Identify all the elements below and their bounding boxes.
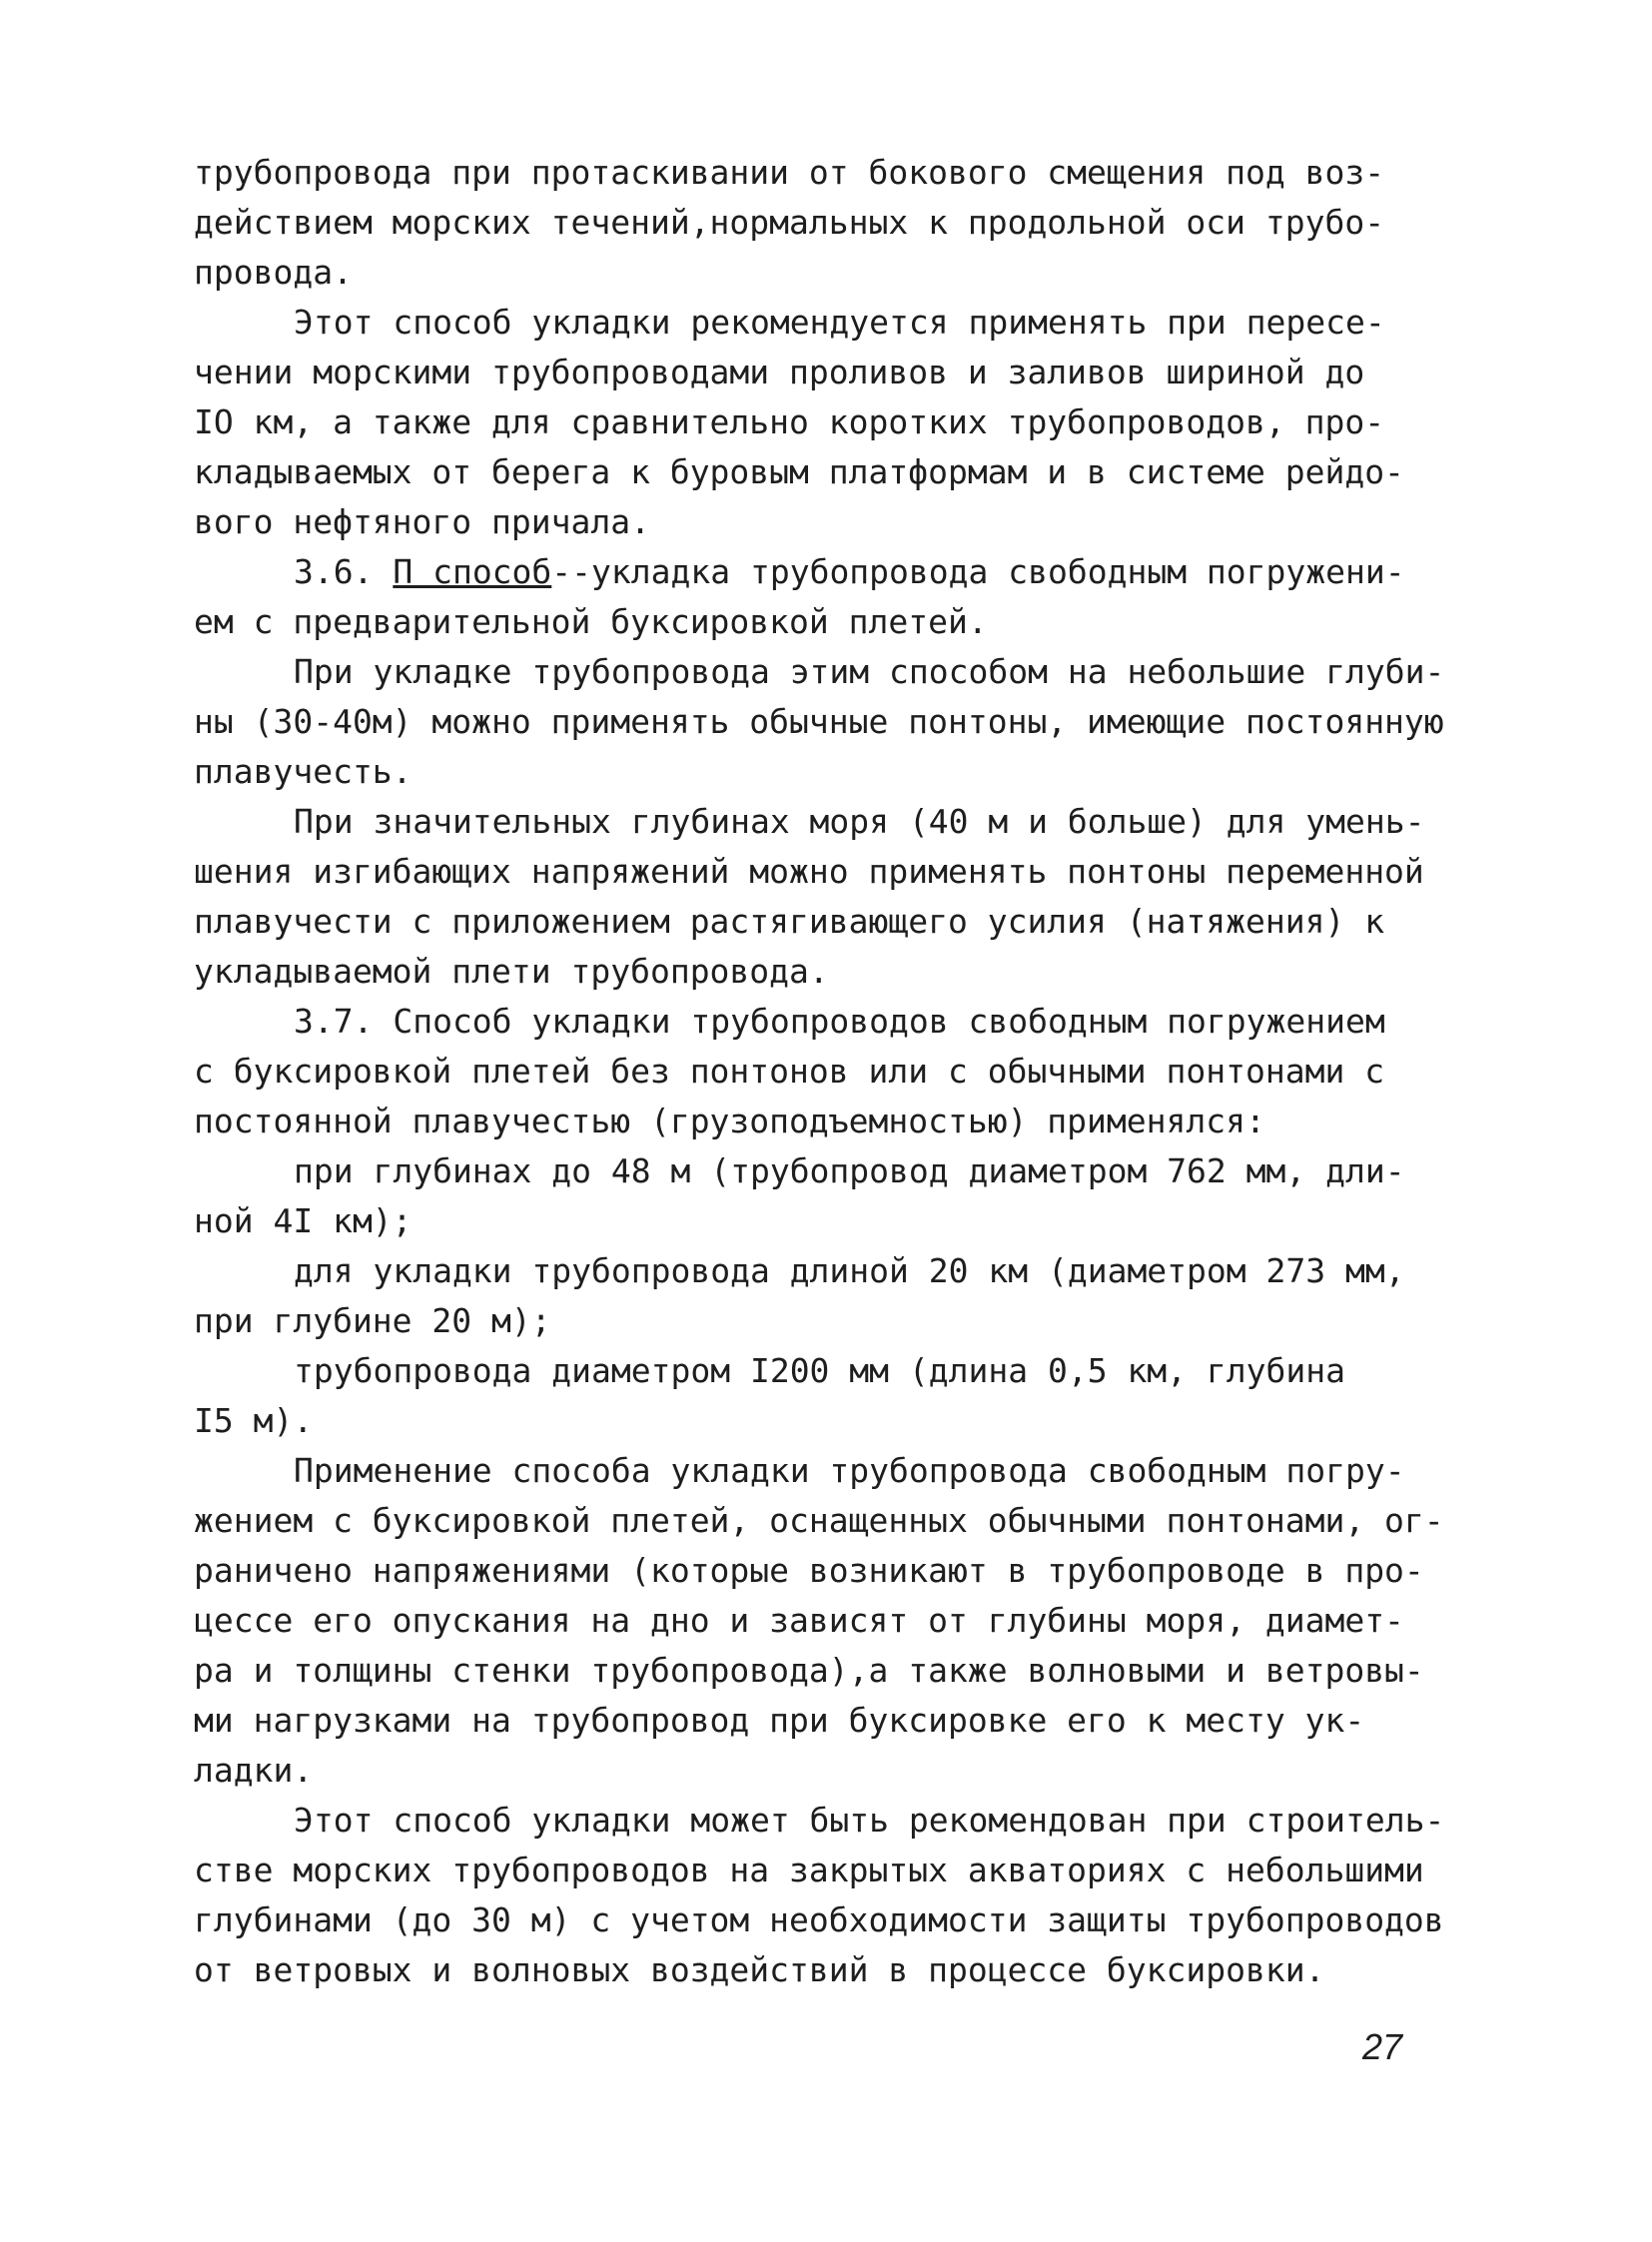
text-line: ладки. (194, 1751, 314, 1790)
text-line: шения изгибающих напряжений можно применять понтоны переменной (194, 852, 1424, 891)
text-line: кладываемых от берега к буровым платформам и в системе рейдо- (194, 452, 1404, 491)
text-line: от ветровых и волновых воздействий в процессе буксировки. (194, 1950, 1325, 1989)
section-3-6-line (194, 547, 1452, 597)
text-line: провода. (194, 253, 353, 292)
text-line: чении морскими трубопроводами проливов и заливов шириной до (194, 353, 1365, 391)
text-line: При значительных глубинах моря (40 м и больше) для умень- (294, 802, 1425, 841)
text-line: ем с предварительной буксировкой плетей. (194, 602, 988, 641)
text-line: Применение способа укладки трубопровода свободным погру- (294, 1451, 1405, 1490)
text-line: для укладки трубопровода длиной 20 км (диаметром 273 мм, (294, 1251, 1405, 1290)
text-line: глубинами (до 30 м) с учетом необходимости защиты трубопроводов (194, 1900, 1444, 1939)
text-line: IO км, а также для сравнительно коротких трубопроводов, про- (194, 402, 1385, 441)
text-line: стве морских трубопроводов на закрытых акваториях с небольшими (194, 1851, 1424, 1889)
text-line: при глубине 20 м); (194, 1301, 551, 1340)
section-number: 3.6. (294, 552, 394, 591)
text-line: 3.7. Способ укладки трубопроводов свободным погружением (294, 1002, 1385, 1041)
text-line: постоянной плавучестью (грузоподъемностью) применялся: (194, 1102, 1265, 1140)
text-line: трубопровода диаметром I200 мм (длина 0,5 км, глубина (294, 1351, 1345, 1390)
text-line: Этот способ укладки рекомендуется применять при пересе- (294, 303, 1385, 342)
page-number: 27 (1362, 2026, 1403, 2067)
text-line: I5 м). (194, 1401, 314, 1440)
text-line: действием морских течений,нормальных к продольной оси трубо- (194, 203, 1385, 242)
text-line: цессе его опускания на дно и зависят от глубины моря, диамет- (194, 1601, 1404, 1640)
text-line: вого нефтяного причала. (194, 502, 650, 541)
text-line: плавучести с приложением растягивающего усилия (натяжения) к (194, 902, 1385, 941)
text-fragment: --укладка трубопровода свободным погружени- (551, 552, 1405, 591)
text-line: ны (30-40м) можно применять обычные понтоны, имеющие постоянную (194, 702, 1444, 741)
text-line: жением с буксировкой плетей, оснащенных обычными понтонами, ог- (194, 1501, 1444, 1540)
method-name: П способ (393, 552, 552, 591)
text-line: укладываемой плети трубопровода. (194, 952, 829, 991)
body-text (194, 148, 1452, 1995)
text-line: с буксировкой плетей без понтонов или с обычными понтонами с (194, 1052, 1385, 1091)
text-line: трубопровода при протаскивании от бокового смещения под воз- (194, 153, 1385, 192)
text-line: При укладке трубопровода этим способом на небольшие глуби- (294, 652, 1445, 691)
text-line: ми нагрузками на трубопровод при буксировке его к месту ук- (194, 1701, 1365, 1740)
text-line: Этот способ укладки может быть рекомендован при строитель- (294, 1801, 1445, 1840)
text-line: при глубинах до 48 м (трубопровод диаметром 762 мм, дли- (294, 1151, 1405, 1190)
text-line: раничено напряжениями (которые возникают в трубопроводе в про- (194, 1551, 1424, 1590)
text-line: ной 4I км); (194, 1201, 413, 1240)
text-line: ра и толщины стенки трубопровода),а также волновыми и ветровы- (194, 1651, 1424, 1690)
text-line: плавучесть. (194, 752, 413, 791)
